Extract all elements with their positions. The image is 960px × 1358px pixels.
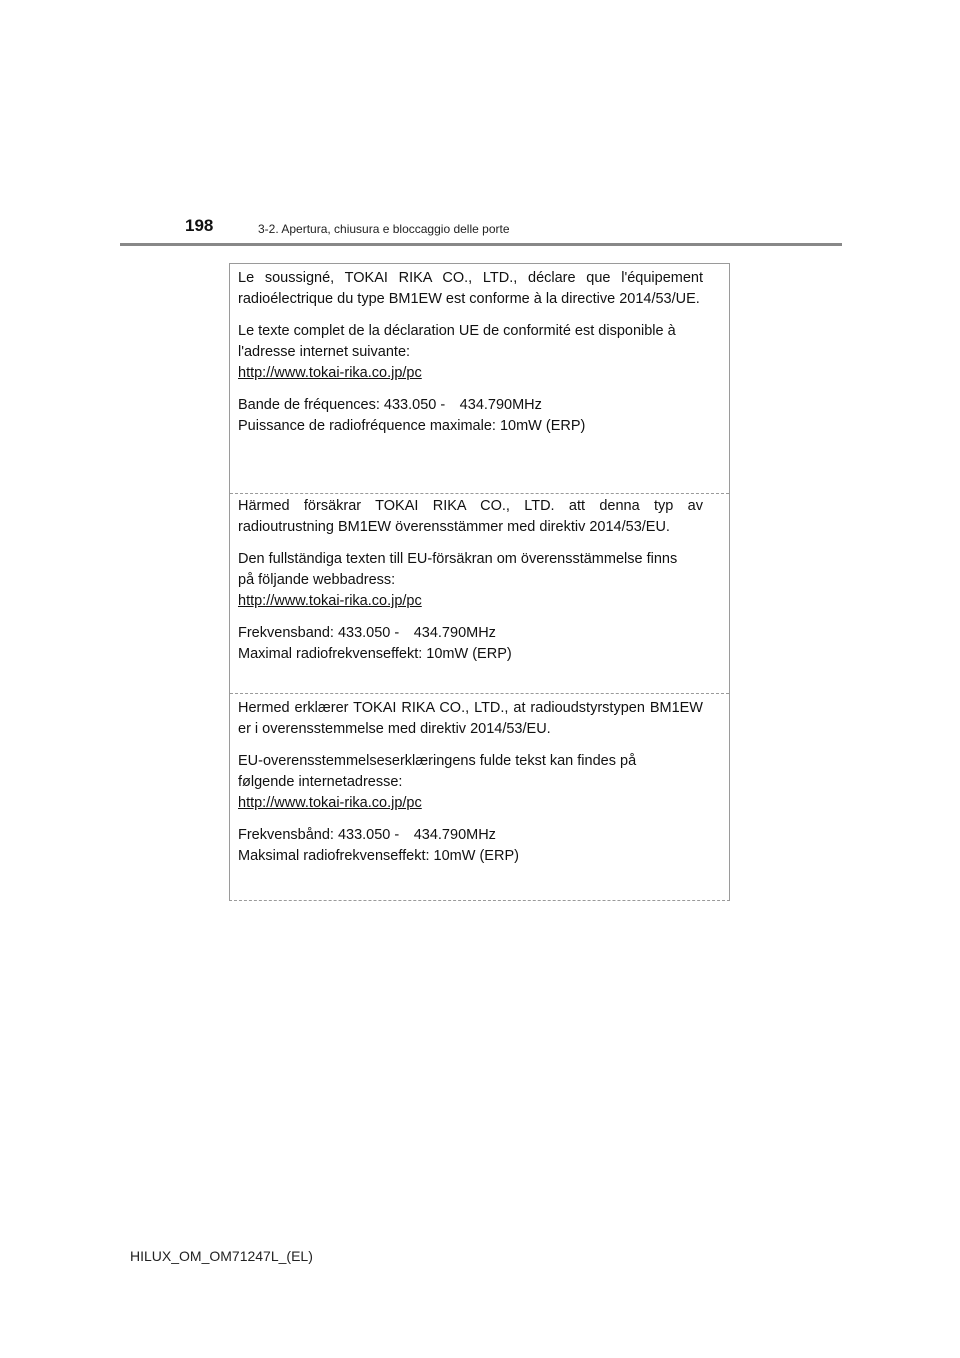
- frequency-text: Frekvensbånd: 433.050 - 434.790MHz: [238, 827, 496, 843]
- section-divider: [230, 693, 729, 694]
- declaration-section-da: [238, 698, 703, 867]
- declaration-link[interactable]: http://www.tokai-rika.co.jp/pc: [238, 365, 422, 381]
- availability-line: på följande webbadress:: [238, 572, 396, 588]
- declaration-text: Hermed erklærer TOKAI RIKA CO., LTD., at radioudstyrstypen BM1EW er i overensstemmelse med direktiv 2014/53/EU.: [238, 700, 703, 737]
- availability-line: Den fullständiga texten till EU-försäkran om överensstämmelse finns: [238, 551, 678, 567]
- availability-line: følgende internetadresse:: [238, 774, 403, 790]
- availability-line: Le texte complet de la déclaration UE de conformité est disponible à: [238, 323, 676, 339]
- availability-line: EU-overensstemmelseserklæringens fulde tekst kan findes på: [238, 753, 637, 769]
- availability-text: [238, 751, 703, 814]
- section-divider: [230, 493, 729, 494]
- power-text: Puissance de radiofréquence maximale: 10mW (ERP): [238, 418, 586, 434]
- power-text: Maksimal radiofrekvenseffekt: 10mW (ERP): [238, 848, 519, 864]
- declaration-link[interactable]: http://www.tokai-rika.co.jp/pc: [238, 593, 422, 609]
- section-title: 3-2. Apertura, chiusura e bloccaggio delle porte: [258, 222, 510, 236]
- declaration-text: Härmed försäkrar TOKAI RIKA CO., LTD. att denna typ av radioutrustning BM1EW överensstämmer med direktiv 2014/53/EU.: [238, 498, 703, 535]
- declaration-section-fr: [238, 268, 703, 437]
- declaration-box: [229, 263, 730, 901]
- availability-text: [238, 549, 703, 612]
- document-code: HILUX_OM_OM71247L_(EL): [130, 1248, 313, 1264]
- header-rule: [120, 243, 842, 246]
- declaration-link[interactable]: http://www.tokai-rika.co.jp/pc: [238, 795, 422, 811]
- declaration-section-sv: [238, 496, 703, 665]
- availability-line: l'adresse internet suivante:: [238, 344, 411, 360]
- frequency-text: Frekvensband: 433.050 - 434.790MHz: [238, 625, 496, 641]
- frequency-text: Bande de fréquences: 433.050 - 434.790MHz: [238, 397, 542, 413]
- availability-text: [238, 321, 703, 384]
- declaration-text: Le soussigné, TOKAI RIKA CO., LTD., déclare que l'équipement radioélectrique du type BM1EW est conforme à la directive 2014/53/UE.: [238, 270, 703, 307]
- page-number: 198: [185, 216, 214, 235]
- power-text: Maximal radiofrekvenseffekt: 10mW (ERP): [238, 646, 512, 662]
